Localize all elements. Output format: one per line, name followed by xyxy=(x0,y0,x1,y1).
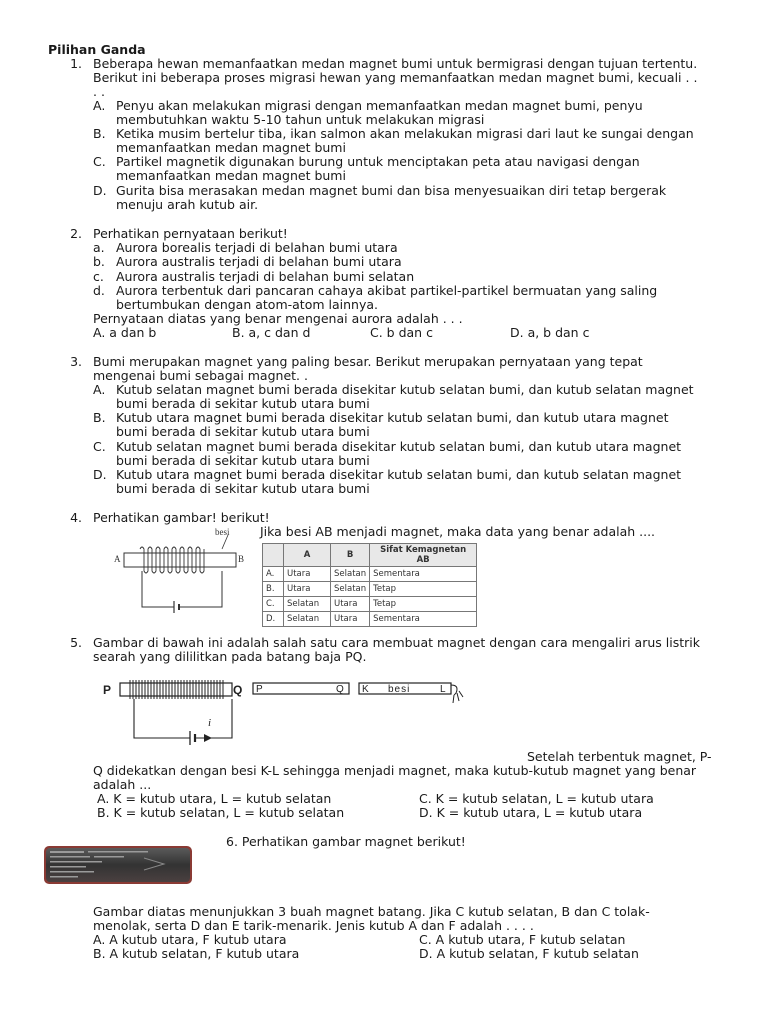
answer-option: C. K = kutub selatan, L = kutub utara xyxy=(419,791,654,806)
question-text: Q didekatkan dengan besi K-L sehingga menjadi magnet, maka kutub-kutub magnet yang benar xyxy=(93,763,697,778)
bar-label-l: L xyxy=(440,684,446,695)
kl-iron-figure xyxy=(358,681,468,711)
answer-option: B. a, c dan d xyxy=(232,325,311,340)
table-row xyxy=(263,597,477,612)
option-text: menuju arah kutub air. xyxy=(116,197,259,212)
question-text: Jika besi AB menjadi magnet, maka data yang benar adalah .... xyxy=(260,524,656,539)
question-number: 5. xyxy=(70,635,82,650)
table-header-cell xyxy=(263,544,284,567)
table-row xyxy=(263,582,477,597)
option-text: Penyu akan melakukan migrasi dengan memanfaatkan medan magnet bumi, penyu xyxy=(116,98,643,113)
option-text: Kutub utara magnet bumi berada disekitar kutub selatan bumi, dan kutub selatan magnet xyxy=(116,467,682,482)
table-cell: Utara xyxy=(331,597,370,612)
figure-label-besi: besi xyxy=(215,527,230,537)
table-header-cell: Sifat Kemagnetan AB xyxy=(370,544,477,567)
table-cell: Selatan xyxy=(331,567,370,582)
question-text: searah yang dililitkan pada batang baja PQ. xyxy=(93,649,367,664)
table-row xyxy=(263,612,477,627)
answer-option: D. K = kutub utara, L = kutub utara xyxy=(419,805,643,820)
option-letter: C. xyxy=(93,154,106,169)
table-cell: Selatan xyxy=(284,612,331,627)
question-text: Gambar di bawah ini adalah salah satu cara membuat magnet dengan cara mengaliri arus listrik xyxy=(93,635,700,650)
question-text: adalah ... xyxy=(93,777,152,792)
statement-letter: b. xyxy=(93,254,105,269)
table-cell: Tetap xyxy=(370,582,477,597)
figure-label-b: B xyxy=(238,554,245,564)
statement-text: Aurora australis terjadi di belahan bumi selatan xyxy=(116,269,415,284)
table-cell: Tetap xyxy=(370,597,477,612)
answer-option: D. A kutub selatan, F kutub selatan xyxy=(419,946,639,961)
answer-option: B. K = kutub selatan, L = kutub selatan xyxy=(97,805,345,820)
pq-bar-figure xyxy=(252,681,352,697)
question-number: 4. xyxy=(70,510,82,525)
figure-label-q: Q xyxy=(233,683,243,697)
table-cell: Sementara xyxy=(370,612,477,627)
table-cell: Selatan xyxy=(331,582,370,597)
answer-option: D. a, b dan c xyxy=(510,325,590,340)
question-text: mengenai bumi sebagai magnet. . xyxy=(93,368,308,383)
question-number: 2. xyxy=(70,226,82,241)
table-header-cell: B xyxy=(331,544,370,567)
magnet-data-table xyxy=(262,543,477,627)
solenoid-figure xyxy=(110,525,250,625)
question-text: Perhatikan gambar! berikut! xyxy=(93,510,270,525)
question-text: 6. Perhatikan gambar magnet berikut! xyxy=(226,834,466,849)
bar-label-q: Q xyxy=(336,684,344,695)
option-text: memanfaatkan medan magnet bumi xyxy=(116,140,346,155)
answer-option: B. A kutub selatan, F kutub utara xyxy=(93,946,300,961)
statement-letter: a. xyxy=(93,240,105,255)
question-text: Gambar diatas menunjukkan 3 buah magnet batang. Jika C kutub selatan, B dan C tolak- xyxy=(93,904,650,919)
bar-magnets-image xyxy=(44,846,192,884)
question-text: menolak, serta D dan E tarik-menarik. Jenis kutub A dan F adalah . . . . xyxy=(93,918,534,933)
table-cell: C. xyxy=(263,597,284,612)
table-cell: Sementara xyxy=(370,567,477,582)
option-text: Gurita bisa merasakan medan magnet bumi dan bisa menyesuaikan diri tetap bergerak xyxy=(116,183,667,198)
question-number: 1. xyxy=(70,56,82,71)
question-text: Berikut ini beberapa proses migrasi hewan yang memanfaatkan medan magnet bumi, kecuali . . xyxy=(93,70,698,85)
figure-label-current: i xyxy=(208,717,212,729)
bar-label-besi: besi xyxy=(388,684,411,695)
option-text: Kutub selatan magnet bumi berada disekitar kutub selatan bumi, dan kutub selatan magnet xyxy=(116,382,694,397)
option-letter: B. xyxy=(93,410,106,425)
question-number: 3. xyxy=(70,354,82,369)
table-row xyxy=(263,567,477,582)
question-text: Setelah terbentuk magnet, P- xyxy=(527,749,712,764)
answer-option: A. a dan b xyxy=(93,325,157,340)
statement-text: bertumbukan dengan atom-atom lainnya. xyxy=(116,297,378,312)
question-text: Bumi merupakan magnet yang paling besar. Berikut merupakan pernyataan yang tepat xyxy=(93,354,643,369)
table-cell: Utara xyxy=(284,567,331,582)
statement-letter: c. xyxy=(93,269,104,284)
table-header-cell: A xyxy=(284,544,331,567)
bar-label-k: K xyxy=(362,684,369,695)
option-text: Kutub utara magnet bumi berada disekitar kutub selatan bumi, dan kutub utara magnet xyxy=(116,410,669,425)
option-text: Partikel magnetik digunakan burung untuk menciptakan peta atau navigasi dengan xyxy=(116,154,640,169)
statement-letter: d. xyxy=(93,283,105,298)
table-cell: Selatan xyxy=(284,597,331,612)
statement-text: Aurora australis terjadi di belahan bumi utara xyxy=(116,254,402,269)
figure-label-p: P xyxy=(103,683,112,697)
option-letter: C. xyxy=(93,439,106,454)
table-cell: A. xyxy=(263,567,284,582)
table-cell: B. xyxy=(263,582,284,597)
section-title: Pilihan Ganda xyxy=(48,42,146,57)
table-cell: Utara xyxy=(331,612,370,627)
answer-option: A. A kutub utara, F kutub utara xyxy=(93,932,287,947)
table-cell: D. xyxy=(263,612,284,627)
option-text: memanfaatkan medan magnet bumi xyxy=(116,168,346,183)
answer-option: A. K = kutub utara, L = kutub selatan xyxy=(97,791,332,806)
question-text: Perhatikan pernyataan berikut! xyxy=(93,226,288,241)
question-text: Beberapa hewan memanfaatkan medan magnet bumi untuk bermigrasi dengan tujuan tertentu. xyxy=(93,56,698,71)
option-text: Ketika musim bertelur tiba, ikan salmon akan melakukan migrasi dari laut ke sungai dengan xyxy=(116,126,694,141)
option-letter: A. xyxy=(93,98,106,113)
figure-label-a: A xyxy=(114,554,121,564)
pq-solenoid-figure xyxy=(100,676,250,752)
bar-label-p: P xyxy=(256,684,263,695)
option-text: bumi berada di sekitar kutub utara bumi xyxy=(116,396,370,411)
option-text: membutuhkan waktu 5-10 tahun untuk melakukan migrasi xyxy=(116,112,485,127)
option-letter: A. xyxy=(93,382,106,397)
answer-option: C. b dan c xyxy=(370,325,433,340)
option-letter: B. xyxy=(93,126,106,141)
option-text: bumi berada di sekitar kutub utara bumi xyxy=(116,481,370,496)
option-letter: D. xyxy=(93,467,107,482)
option-text: bumi berada di sekitar kutub utara bumi xyxy=(116,424,370,439)
statement-text: Aurora borealis terjadi di belahan bumi utara xyxy=(116,240,398,255)
option-text: Kutub selatan magnet bumi berada disekitar kutub selatan bumi, dan kutub utara magnet xyxy=(116,439,682,454)
statement-text: Aurora terbentuk dari pancaran cahaya akibat partikel-partikel bermuatan yang saling xyxy=(116,283,658,298)
question-text: Pernyataan diatas yang benar mengenai aurora adalah . . . xyxy=(93,311,463,326)
table-header-row xyxy=(263,544,477,567)
option-text: bumi berada di sekitar kutub utara bumi xyxy=(116,453,370,468)
answer-option: C. A kutub utara, F kutub selatan xyxy=(419,932,626,947)
option-letter: D. xyxy=(93,183,107,198)
table-cell: Utara xyxy=(284,582,331,597)
question-text: . . xyxy=(93,84,105,99)
